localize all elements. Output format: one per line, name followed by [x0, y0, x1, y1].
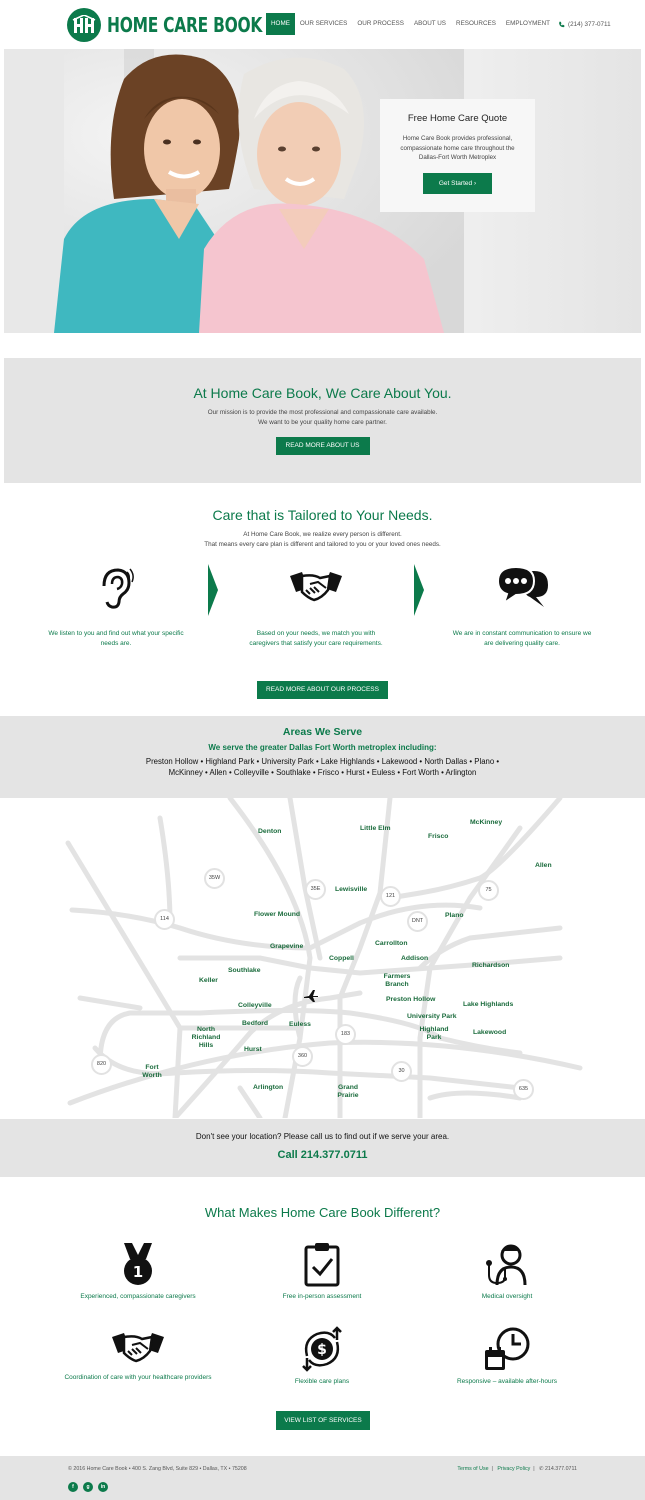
- map-city: Denton: [258, 828, 282, 835]
- chevron-right-icon: ›: [473, 179, 477, 187]
- feature-label: Medical oversight: [481, 1293, 533, 1300]
- handshake-icon: [288, 568, 344, 606]
- call-us-bar: [0, 1119, 645, 1177]
- map-city: Lewisville: [335, 886, 368, 893]
- feature-label: Flexible care plans: [294, 1378, 350, 1385]
- logo-mark-icon: [67, 8, 101, 42]
- map-city: Euless: [289, 1021, 311, 1028]
- quote-text: Home Care Book provides professional, compassionate home care throughout the Dallas-Fort Worth Metroplex: [400, 135, 515, 161]
- different-title: What Makes Home Care Book Different?: [204, 1205, 441, 1220]
- areas-list: Preston Hollow • Highland Park • University Park • Lake Highlands • Lakewood • North Dallas • Plano • McKinney • Allen • Colleyville • Southlake • Frisco • Hurst • Euless • Fort Worth • Arlington: [145, 757, 500, 777]
- nav-phone-text: (214) 377-0711: [568, 20, 611, 28]
- highway-shield: 35E: [305, 879, 326, 900]
- map-city: Addison: [401, 955, 429, 962]
- tailored-care-section: [0, 483, 645, 715]
- doctor-stethoscope-icon: [483, 1241, 531, 1287]
- feature-label: Coordination of care with your healthcare providers: [64, 1374, 212, 1381]
- map-city: Flower Mound: [254, 911, 301, 918]
- highway-shield: 35W: [204, 868, 225, 889]
- areas-we-serve-section: [0, 716, 645, 798]
- clipboard-check-icon: [302, 1241, 342, 1287]
- feature-item: [38, 1328, 238, 1381]
- feature-label: Free in-person assessment: [282, 1293, 362, 1300]
- logo-text: HOME CARE BOOK: [107, 12, 263, 37]
- main-nav: [266, 13, 611, 35]
- ear-icon: [96, 566, 136, 610]
- about-title: At Home Care Book, We Care About You.: [193, 385, 452, 401]
- map-city: Lakewood: [473, 1029, 507, 1036]
- read-more-process-button[interactable]: READ MORE ABOUT OUR PROCESS: [257, 681, 388, 699]
- airplane-icon: [303, 989, 319, 1003]
- google-plus-icon[interactable]: g: [83, 1482, 93, 1492]
- feature-label: Experienced, compassionate caregivers: [80, 1293, 196, 1300]
- get-started-label: Get Started: [438, 179, 473, 187]
- feature-item: [222, 1326, 422, 1385]
- highway-shield: 30: [391, 1061, 412, 1082]
- map-city: McKinney: [470, 819, 503, 826]
- hero-banner: [4, 49, 641, 333]
- map-city: University Park: [407, 1013, 457, 1020]
- feature-item: [407, 1241, 607, 1300]
- site-header: [0, 0, 645, 49]
- step-3-text: We are in constant communication to ensure we are delivering quality care.: [452, 630, 592, 647]
- highway-shield: 121: [380, 886, 401, 907]
- map-city: Grand Prairie: [337, 1084, 359, 1099]
- social-links: [68, 1482, 108, 1492]
- feature-item: [38, 1241, 238, 1300]
- areas-subtitle: We serve the greater Dallas Fort Worth metroplex including:: [208, 743, 437, 752]
- step-arrow-1: [208, 564, 218, 616]
- map-city: Highland Park: [419, 1026, 449, 1041]
- svg-text:$: $: [317, 1342, 327, 1358]
- map-city: North Richland Hills: [191, 1026, 221, 1049]
- highway-shield: 183: [335, 1024, 356, 1045]
- medal-icon: [118, 1241, 158, 1287]
- tailored-line-1: At Home Care Book, we realize every person is different.: [243, 531, 402, 538]
- nav-resources[interactable]: RESOURCES: [456, 20, 496, 27]
- feature-item: [407, 1326, 607, 1385]
- step-arrow-2: [414, 564, 424, 616]
- calendar-clock-icon: [483, 1326, 531, 1372]
- highway-shield: 820: [91, 1054, 112, 1075]
- view-services-button[interactable]: VIEW LIST OF SERVICES: [276, 1411, 370, 1430]
- footer-divider: |: [490, 1466, 496, 1472]
- privacy-link[interactable]: Privacy Policy: [497, 1466, 531, 1472]
- footer-divider: |: [531, 1466, 538, 1472]
- map-city: Plano: [445, 912, 464, 919]
- highway-shield: 114: [154, 909, 175, 930]
- phone-icon: [558, 21, 565, 28]
- map-city: Fort Worth: [142, 1064, 162, 1079]
- map-city: Carrollton: [375, 940, 408, 947]
- site-footer: [0, 1456, 645, 1500]
- map-city: Richardson: [472, 962, 510, 969]
- feature-item: [222, 1241, 422, 1300]
- step-1-text: We listen to you and find out what your specific needs are.: [48, 630, 184, 647]
- footer-links: [457, 1466, 577, 1472]
- map-city: Keller: [199, 977, 218, 984]
- call-phone-link[interactable]: Call 214.377.0711: [277, 1149, 368, 1161]
- highway-shield: 75: [478, 880, 499, 901]
- svg-text:1: 1: [132, 1263, 144, 1281]
- step-2-text: Based on your needs, we match you with caregivers that satisfy your care requirements.: [249, 630, 383, 647]
- phone-icon: ✆: [539, 1466, 544, 1472]
- map-city: Hurst: [244, 1046, 262, 1053]
- tailored-line-2: That means every care plan is different and tailored to you or your loved ones needs.: [204, 541, 441, 548]
- map-city: Coppell: [329, 955, 354, 962]
- linkedin-icon[interactable]: in: [98, 1482, 108, 1492]
- get-started-button[interactable]: [423, 173, 492, 194]
- read-more-about-button[interactable]: READ MORE ABOUT US: [276, 437, 370, 455]
- map-city: Grapevine: [270, 943, 304, 950]
- map-city: Farmers Branch: [383, 973, 411, 988]
- speech-bubbles-icon: [496, 565, 550, 611]
- highway-shield: 635: [513, 1079, 534, 1100]
- map-city: Arlington: [253, 1084, 284, 1091]
- tailored-title: Care that is Tailored to Your Needs.: [212, 507, 433, 523]
- map-city: Allen: [535, 862, 552, 869]
- highway-shield: 360: [292, 1046, 313, 1067]
- map-city: Lake Highlands: [463, 1001, 514, 1008]
- service-area-map: [0, 798, 645, 1118]
- callbar-text: Don't see your location? Please call us to find out if we serve your area.: [195, 1132, 450, 1141]
- about-section: [4, 358, 641, 483]
- map-city: Southlake: [228, 967, 261, 974]
- footer-copyright: © 2016 Home Care Book • 400 S. Zang Blvd, Suite 829 • Dallas, TX • 75208: [68, 1466, 247, 1472]
- nav-employment[interactable]: EMPLOYMENT: [505, 20, 550, 27]
- nav-home[interactable]: HOME: [266, 13, 295, 35]
- map-city: Frisco: [428, 833, 449, 840]
- footer-phone[interactable]: 214.377.0711: [544, 1466, 577, 1472]
- nav-our-services[interactable]: OUR SERVICES: [299, 20, 348, 27]
- map-city: Preston Hollow: [386, 996, 436, 1003]
- quote-title: Free Home Care Quote: [407, 113, 508, 124]
- about-line-1: Our mission is to provide the most professional and compassionate care available.: [207, 409, 438, 416]
- free-quote-box: [380, 99, 535, 212]
- handshake-icon: [110, 1328, 166, 1368]
- map-city: Little Elm: [360, 825, 391, 832]
- what-makes-different-section: [0, 1178, 645, 1456]
- feature-label: Responsive – available after-hours: [456, 1378, 558, 1385]
- map-city: Bedford: [242, 1020, 269, 1027]
- logo[interactable]: [67, 8, 287, 42]
- nav-about-us[interactable]: ABOUT US: [413, 20, 447, 27]
- nav-our-process[interactable]: OUR PROCESS: [357, 20, 404, 27]
- nav-phone[interactable]: [558, 21, 611, 28]
- highway-shield: DNT: [407, 911, 428, 932]
- areas-title: Areas We Serve: [282, 726, 363, 738]
- dollar-cycle-icon: [299, 1326, 345, 1372]
- about-line-2: We want to be your quality home care partner.: [258, 419, 387, 426]
- terms-link[interactable]: Terms of Use: [457, 1466, 489, 1472]
- map-city: Colleyville: [238, 1002, 272, 1009]
- facebook-icon[interactable]: f: [68, 1482, 78, 1492]
